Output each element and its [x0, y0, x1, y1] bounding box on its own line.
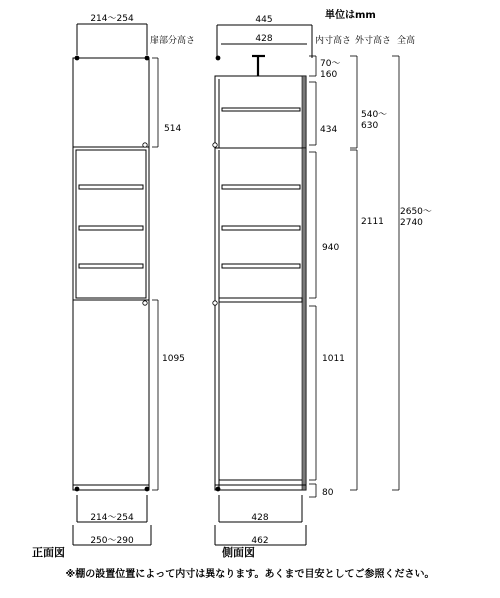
front-upper-door: [73, 58, 149, 147]
front-top-width-label: 214～254: [90, 14, 134, 24]
side-view: [213, 8, 432, 559]
side-shelf: [219, 298, 302, 302]
side-upper-unit: [215, 76, 306, 148]
upper-door-height-label: 514: [164, 124, 182, 134]
side-inner-depth-bottom-label: 428: [251, 513, 269, 523]
side-shelf: [222, 108, 300, 111]
front-cabinet-outline: [73, 58, 149, 490]
lower-door-height-label: 1095: [162, 354, 185, 364]
front-open-section: [76, 150, 146, 298]
door-height-column-label: 扉部分高さ: [150, 36, 196, 46]
side-shelf: [222, 185, 300, 189]
front-outer-width-label: 250～290: [90, 536, 134, 546]
front-shelf: [79, 226, 143, 230]
front-shelf: [79, 264, 143, 268]
outer-body-height-label: 2111: [361, 217, 384, 227]
total-height-column-label: 全高: [397, 36, 416, 46]
inner-top-gap-label: 70～ 160: [320, 59, 341, 80]
side-outer-depth-label: 445: [255, 15, 273, 25]
inner-lower-height-label: 1011: [322, 354, 345, 364]
side-shelf: [222, 226, 300, 230]
unit-label: 単位はmm: [325, 10, 376, 21]
side-shelf: [222, 264, 300, 268]
front-inner-width-label: 214～254: [90, 513, 134, 523]
outer-height-column-label: 外寸高さ: [355, 36, 392, 46]
footer-note: ※棚の設置位置によって内寸は異なります。あくまで目安としてご参照ください。: [65, 569, 435, 580]
side-view-title: 側面図: [222, 546, 255, 559]
side-inner-depth-top-label: 428: [255, 34, 273, 44]
front-shelf: [79, 185, 143, 189]
inner-middle-height-label: 940: [322, 243, 340, 253]
side-main-unit: [215, 148, 306, 490]
inner-upper-height-label: 434: [320, 125, 338, 135]
front-view: [32, 14, 195, 559]
side-bottom-depth-label: 462: [251, 536, 269, 546]
inner-bottom-height-label: 80: [322, 488, 334, 498]
total-height-label: 2650～ 2740: [400, 207, 432, 228]
inner-height-column-label: 内寸高さ: [315, 36, 352, 46]
outer-top-height-label: 540～ 630: [361, 110, 388, 131]
front-view-title: 正面図: [32, 546, 65, 559]
front-lower-door: [73, 300, 149, 490]
